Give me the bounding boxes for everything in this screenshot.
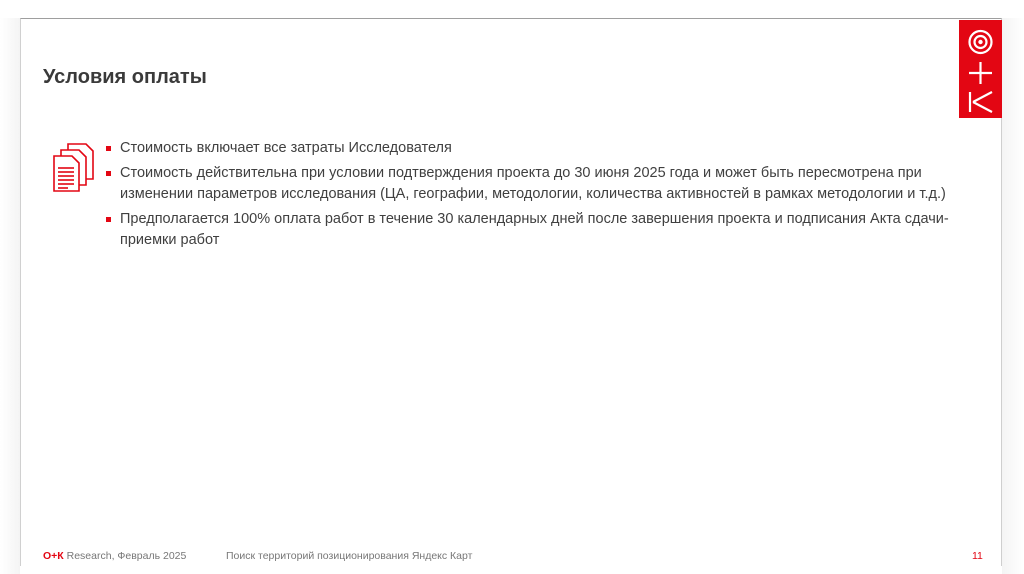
footer-brand-mark: О+К (43, 550, 64, 562)
page-shadow-left (0, 18, 20, 574)
ok-logo-icon (959, 20, 1002, 118)
list-item-text: Стоимость действительна при условии подтверждения проекта до 30 июня 2025 года и может быть пересмотрена при изменении параметров исследования (ЦА, географии, методологии, количества активностей в рамках методологии и т.д.) (120, 165, 946, 202)
slide (20, 18, 1002, 566)
documents-icon (52, 143, 96, 193)
list-item-text: Предполагается 100% оплата работ в течение 30 календарных дней после завершения проекта и подписания Акта сдачи-приемки работ (120, 211, 949, 248)
footer-project: Поиск территорий позиционирования Яндекс Карт (226, 550, 473, 562)
list-item (106, 163, 966, 205)
footer-brand-text: Research, Февраль 2025 (63, 550, 187, 562)
conditions-list (106, 138, 966, 255)
page-shadow-right (1002, 18, 1024, 574)
footer-brand (43, 550, 186, 562)
list-item (106, 209, 966, 251)
slide-title: Условия оплаты (43, 66, 207, 88)
bullet-square-icon (106, 217, 111, 222)
page-number: 11 (972, 550, 983, 562)
bullet-square-icon (106, 146, 111, 151)
list-item-text: Стоимость включает все затраты Исследователя (120, 140, 452, 156)
list-item (106, 138, 966, 159)
bullet-square-icon (106, 171, 111, 176)
